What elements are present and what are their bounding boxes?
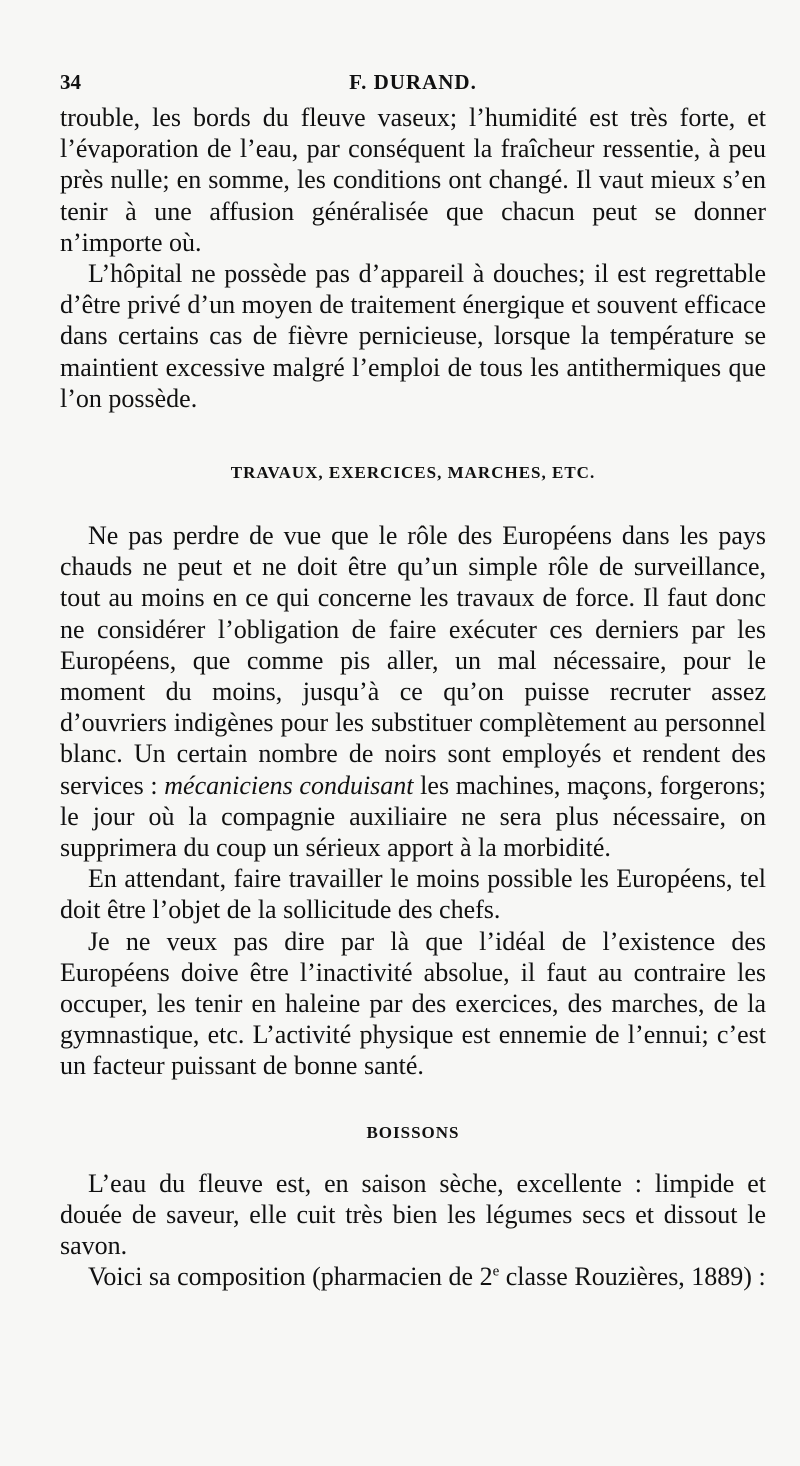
paragraph <box>60 520 766 863</box>
paragraph-text: classe Rouzières, 1889) : <box>499 1262 766 1292</box>
paragraph-text: Voici sa composition (pharmacien de 2 <box>88 1262 493 1292</box>
paragraph-text: Ne pas perdre de vue que le rôle des Européens dans les pays chauds ne peut et ne doit être qu’un simple rôle de surveillance, tout au moins en ce qui concerne les travaux de force. Il faut donc ne considérer l’obligation de faire exécuter ces derniers par les Européens, que comme pis aller, un mal nécessaire, pour le moment du moins, jusqu’à ce qu’on puisse recruter assez d’ouvriers indigènes pour les substituer complètement au personnel blanc. Un certain nombre de noirs sont employés et rendent des services : <box>60 521 766 800</box>
page-number: 34 <box>60 70 81 94</box>
paragraph: L’eau du fleuve est, en saison sèche, excellente : limpide et douée de saveur, elle cuit très bien les légumes secs et dissout le savon. <box>60 1168 766 1261</box>
paragraph: Je ne veux pas dire par là que l’idéal de l’existence des Européens doive être l’inactivité absolue, il faut au contraire les occuper, les tenir en haleine par des exercices, des marches, de la gymnastique, etc. L’activité physique est ennemie de l’ennui; c’est un facteur puissant de bonne santé. <box>60 926 766 1081</box>
section-heading: BOISSONS <box>366 1122 460 1142</box>
body-text <box>60 102 766 1293</box>
running-header <box>60 70 766 96</box>
italic-text: mécaniciens conduisant <box>164 770 414 800</box>
paragraph: L’hôpital ne possède pas d’appareil à douches; il est regrettable d’être privé d’un moyen de traitement énergique et souvent efficace dans certains cas de fièvre pernicieuse, lorsque la température se maintient excessive malgré l’emploi de tous les antithermiques que l’on possède. <box>60 259 766 413</box>
author-header: F. DURAND. <box>349 70 477 94</box>
superscript: e <box>492 1263 500 1280</box>
paragraph-text: les machines, maçons, forgerons; le jour où la compagnie auxiliaire ne sera plus nécessaire, on supprimera du coup un sérieux apport à la morbidité. <box>60 770 766 863</box>
paragraph: trouble, les bords du fleuve vaseux; l’humidité est très forte, et l’évaporation de l’eau, par conséquent la fraîcheur ressentie, à peu près nulle; en somme, les conditions ont changé. Il vaut mieux s’en tenir à une affusion généralisée que chacun peut se donner n’importe où. <box>60 103 766 257</box>
paragraph <box>60 1261 766 1292</box>
paragraph: En attendant, faire travailler le moins possible les Européens, tel doit être l’objet de la sollicitude des chefs. <box>60 864 766 925</box>
section-heading: TRAVAUX, EXERCICES, MARCHES, ETC. <box>230 463 596 483</box>
